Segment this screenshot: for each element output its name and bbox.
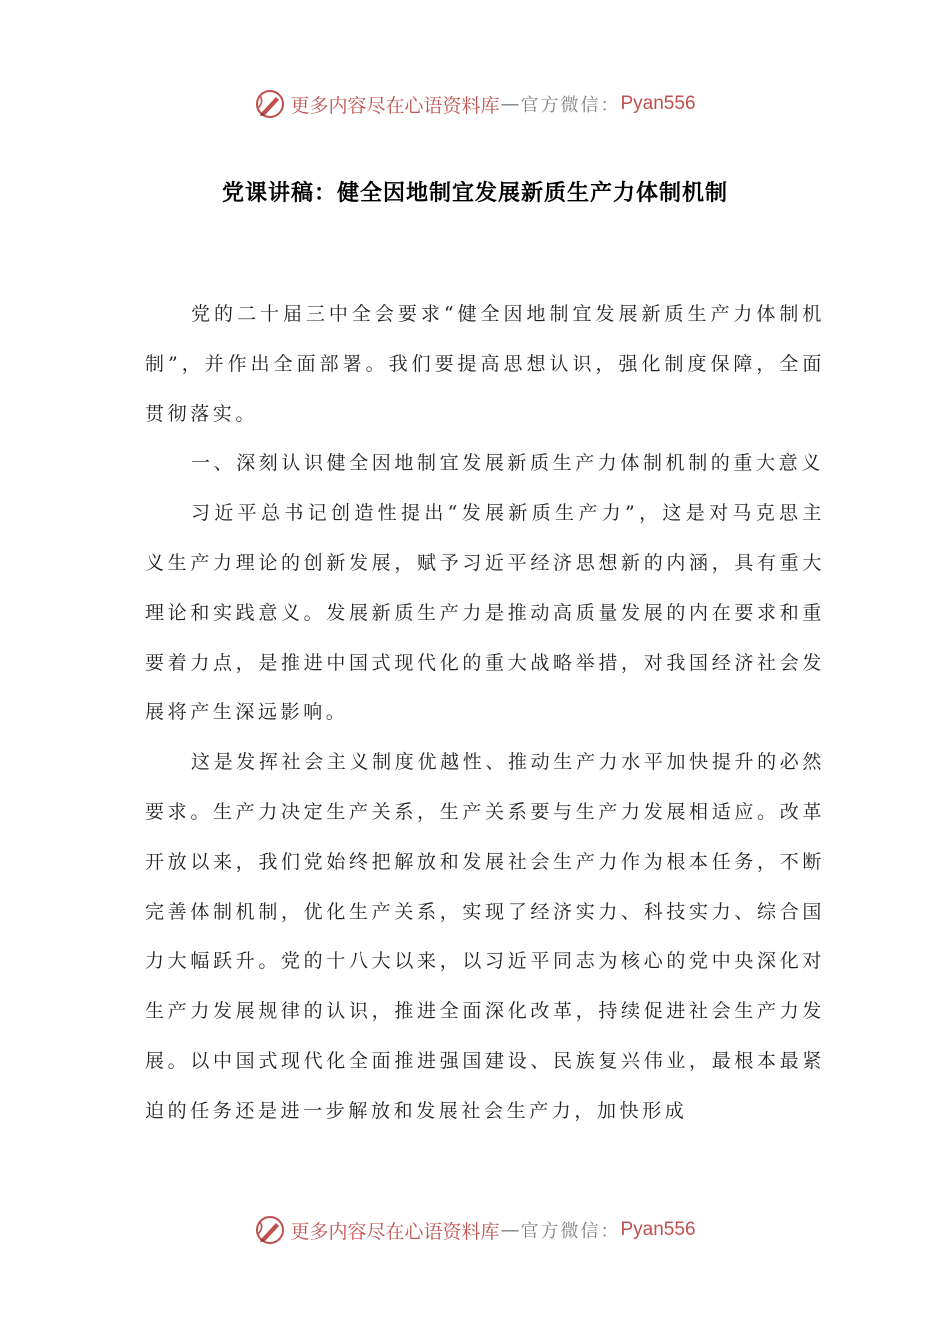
banner-dash: — [500,93,520,115]
section-heading: 一、深刻认识健全因地制宜发展新质生产力体制机制的重大意义 [191,452,824,475]
banner-wechat-label: 官方微信： [520,95,621,116]
paragraph: 习近平总书记创造性提出“发展新质生产力”，这是对马克思主义生产力理论的创新发展，赋予习近平经济思想新的内涵，具有重大理论和实践意义。发展新质生产力是推动高质量发展的内在要求和重要着力点，是推进中国式现代化的重大战略举措，对我国经济社会发展将产生深远影响。 [145,502,825,724]
document-title: 党课讲稿：健全因地制宜发展新质生产力体制机制 [221,181,728,206]
banner-site-text: 更多内容尽在心语资料库 [290,1220,500,1243]
document-body [145,290,825,1137]
paragraph: 党的二十届三中全会要求“健全因地制宜发展新质生产力体制机制”，并作出全面部署。我们要提高思想认识，强化制度保障，全面贯彻落实。 [145,303,825,425]
banner-site-text: 更多内容尽在心语资料库 [290,94,500,117]
footer-banner [0,1210,950,1250]
pen-logo-icon [254,88,286,120]
banner-dash: — [500,1219,520,1241]
header-banner [0,84,950,124]
banner-wechat-label: 官方微信： [520,1221,621,1242]
banner-wechat-id: Pyan556 [620,1219,696,1240]
banner-wechat-id: Pyan556 [620,93,696,114]
pen-logo-icon [254,1214,286,1246]
paragraph: 这是发挥社会主义制度优越性、推动生产力水平加快提升的必然要求。生产力决定生产关系，生产关系要与生产力发展相适应。改革开放以来，我们党始终把解放和发展社会生产力作为根本任务，不断完善体制机制，优化生产关系，实现了经济实力、科技实力、综合国力大幅跃升。党的十八大以来，以习近平同志为核心的党中央深化对生产力发展规律的认识，推进全面深化改革，持续促进社会生产力发展。以中国式现代化全面推进强国建设、民族复兴伟业，最根本最紧迫的任务还是进一步解放和发展社会生产力，加快形成 [145,751,825,1122]
